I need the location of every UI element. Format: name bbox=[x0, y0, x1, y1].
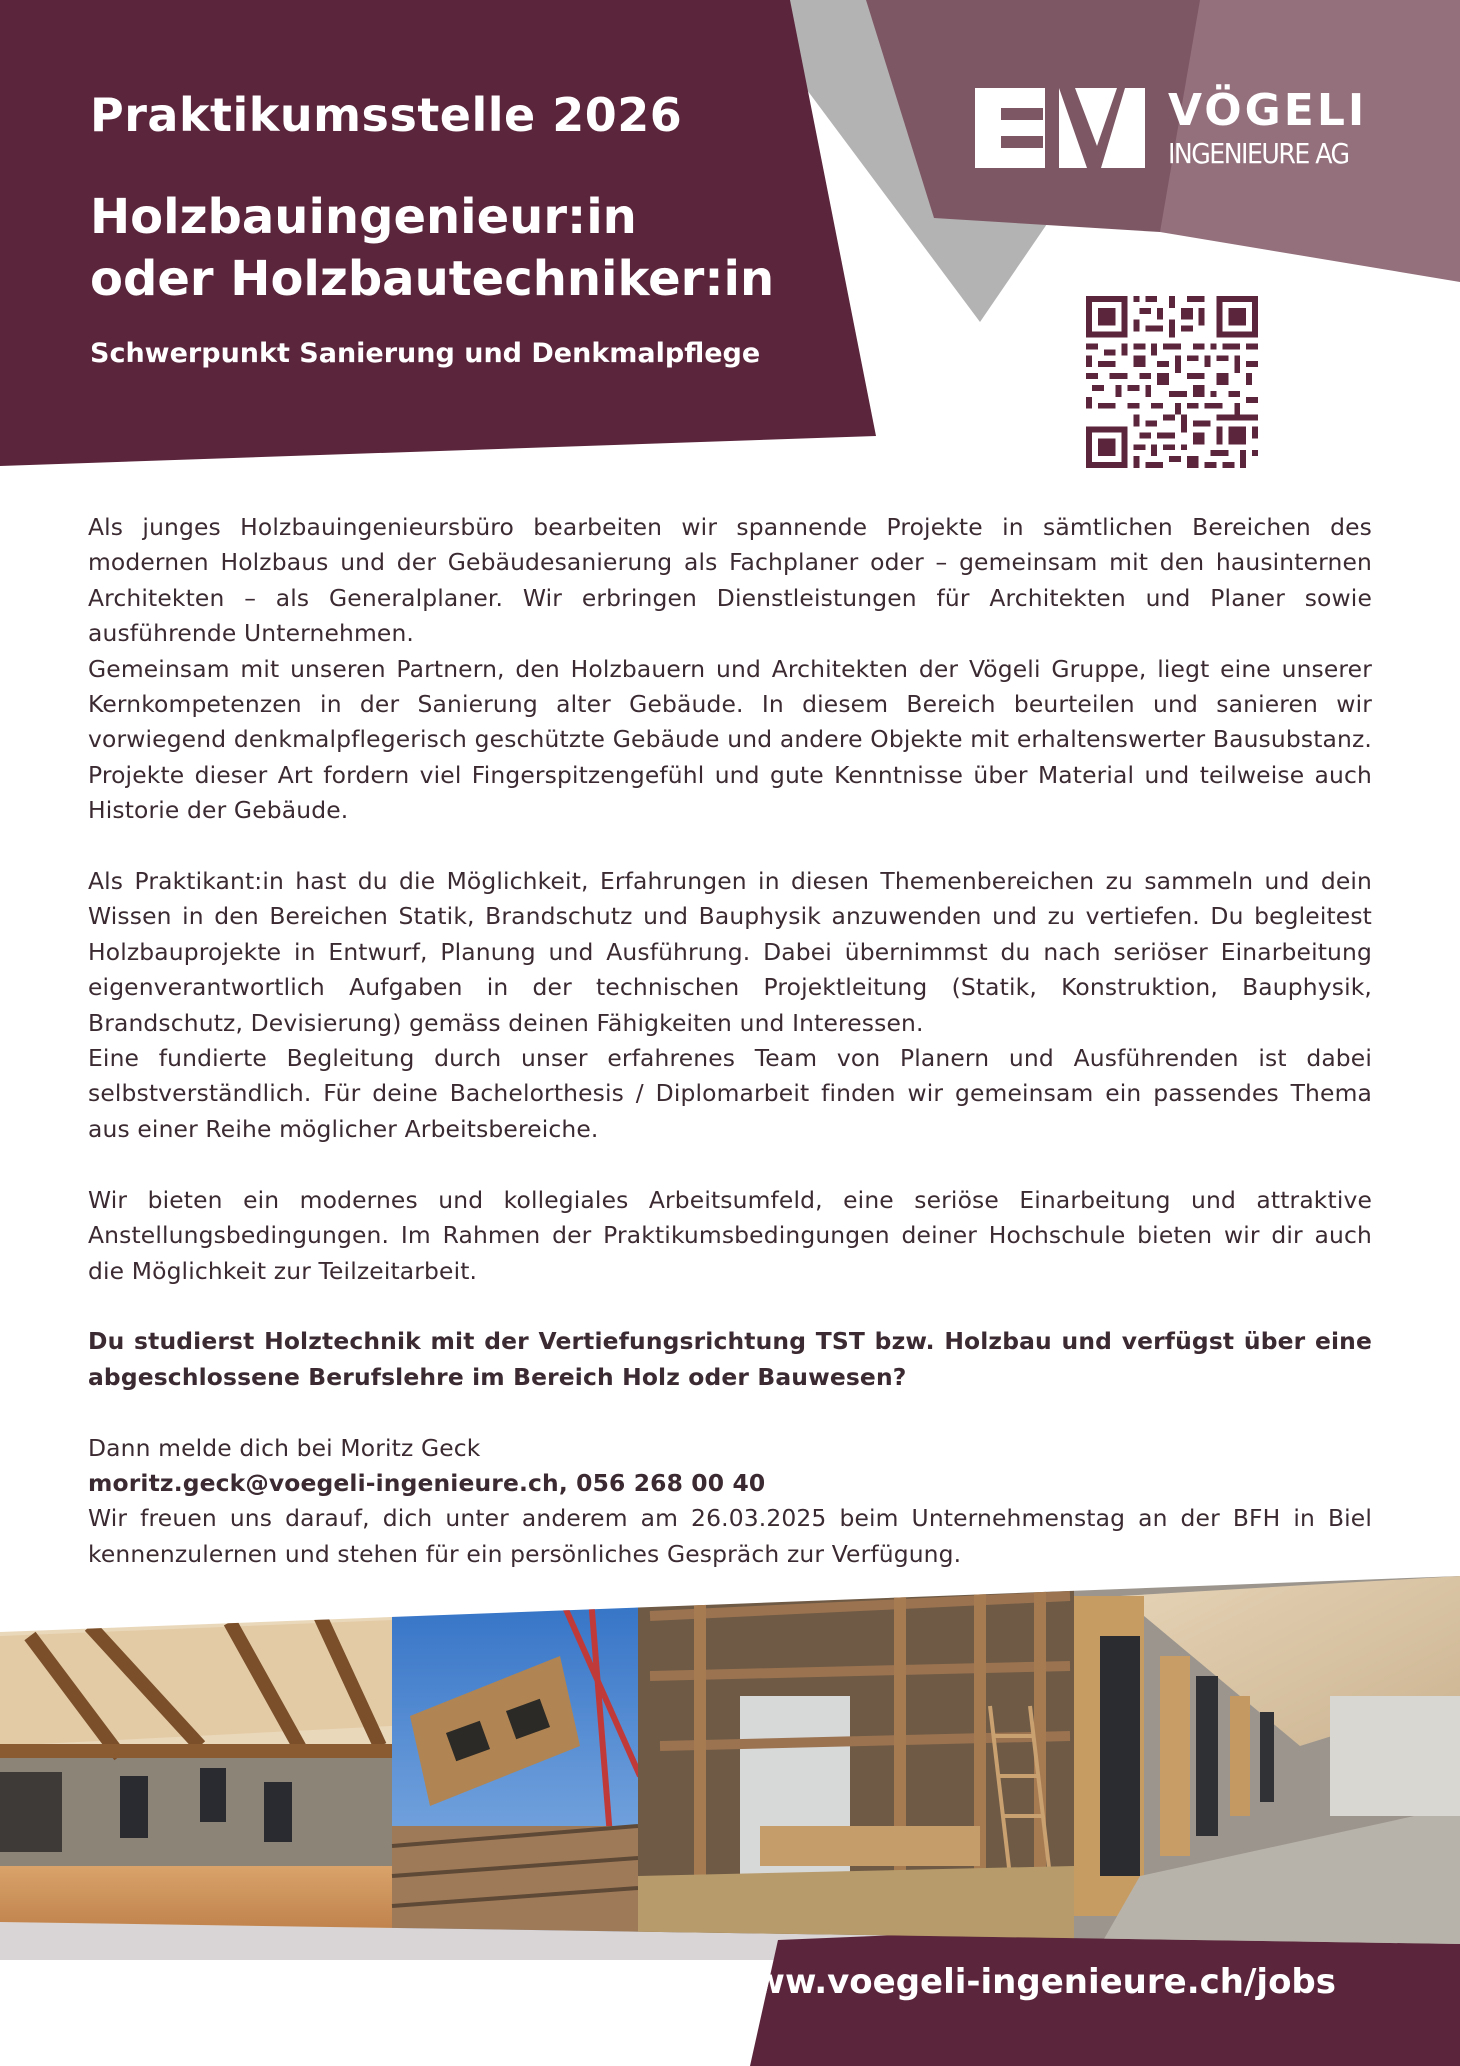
spacer bbox=[88, 1289, 1372, 1324]
paragraph-intro: Als junges Holzbauingenieursbüro bearbeiten wir spannende Projekte in sämtlichen Bereichen des modernen Holzbaus und der Gebäudesanierung als Fachplaner oder – gemeinsam mit den hausinternen Architekten – als Generalplaner. Wir erbringen Dienstleistungen für Architekten und Planer sowie ausführende Unternehmen. bbox=[88, 513, 1372, 648]
logo-name: VÖGELI bbox=[1168, 85, 1368, 136]
contact-intro: Dann melde dich bei Moritz Geck bbox=[88, 1433, 481, 1462]
company-logo bbox=[975, 85, 1375, 170]
internship-eyebrow: Praktikumsstelle 2026 bbox=[90, 88, 683, 142]
job-title-line-2: oder Holzbautechniker:in bbox=[90, 251, 775, 307]
photo-attic-room bbox=[0, 1576, 392, 1946]
job-description bbox=[88, 510, 1372, 1572]
job-subtitle: Schwerpunkt Sanierung und Denkmalpflege bbox=[90, 338, 761, 369]
paragraph-requirements: Du studierst Holztechnik mit der Vertiefungsrichtung TST bzw. Holzbau und verfügst über eine abgeschlossene Berufslehre im Bereich Holz oder Bauwesen? bbox=[88, 1327, 1372, 1391]
contact-details[interactable]: moritz.geck@voegeli-ingenieure.ch, 056 268 00 40 bbox=[88, 1468, 766, 1497]
paragraph-core-competence: Gemeinsam mit unseren Partnern, den Holzbauern und Architekten der Vögeli Gruppe, liegt eine unserer Kernkompetenzen in der Sanierung alter Gebäude. In diesem Bereich beurteilen und sanieren wir vorwiegend denkmalpflegerisch geschützte Gebäude und andere Objekte mit erhaltenswerter Bausubstanz. Projekte dieser Art fordern viel Fingerspitzengefühl und gute Kenntnisse über Material und teilweise auch Historie der Gebäude. bbox=[88, 654, 1372, 825]
spacer bbox=[88, 1147, 1372, 1182]
photo-barn-interior bbox=[638, 1576, 1074, 1946]
job-title bbox=[90, 186, 774, 310]
photo-corridor bbox=[1074, 1576, 1460, 1946]
ev-logo-mark-icon bbox=[975, 88, 1145, 168]
paragraph-tasks: Als Praktikant:in hast du die Möglichkeit, Erfahrungen in diesen Themenbereichen zu sammeln und dein Wissen in den Bereichen Statik, Brandschutz und Bauphysik anzuwenden und zu vertiefen. Du begleitest Holzbauprojekte in Entwurf, Planung und Ausführung. Dabei übernimmst du nach seriöser Einarbeitung eigenverantwortlich Aufgaben in der technischen Projektleitung (Statik, Konstruktion, Bauphysik, Brandschutz, Devisierung) gemäss deinen Fähigkeiten und Interessen. bbox=[88, 867, 1372, 1037]
jobs-url-link[interactable]: www.voegeli-ingenieure.ch/jobs bbox=[722, 1962, 1336, 2002]
project-photo-strip bbox=[0, 1576, 1460, 1946]
paragraph-support: Eine fundierte Begleitung durch unser erfahrenes Team von Planern und Ausführenden ist dabei selbstverständlich. Für deine Bachelorthesis / Diplomarbeit finden wir gemeinsam ein passendes Thema aus einer Reihe möglicher Arbeitsbereiche. bbox=[88, 1044, 1372, 1143]
spacer bbox=[88, 1395, 1372, 1430]
paragraph-offer: Wir bieten ein modernes und kollegiales Arbeitsumfeld, eine seriöse Einarbeitung und attraktive Anstellungsbedingungen. Im Rahmen der Praktikumsbedingungen deiner Hochschule bieten wir dir auch die Möglichkeit zur Teilzeitarbeit. bbox=[88, 1185, 1372, 1285]
job-title-line-1: Holzbauingenieur:in bbox=[90, 189, 637, 245]
spacer bbox=[88, 829, 1372, 864]
logo-subtitle: INGENIEURE AG bbox=[1168, 137, 1349, 170]
photo-crane-lift bbox=[392, 1576, 640, 1946]
qr-code-icon bbox=[1086, 296, 1258, 468]
paragraph-closing: Wir freuen uns darauf, dich unter anderem am 26.03.2025 beim Unternehmenstag an der BFH in Biel kennenzulernen und stehen für ein persönliches Gespräch zur Verfügung. bbox=[88, 1504, 1372, 1568]
